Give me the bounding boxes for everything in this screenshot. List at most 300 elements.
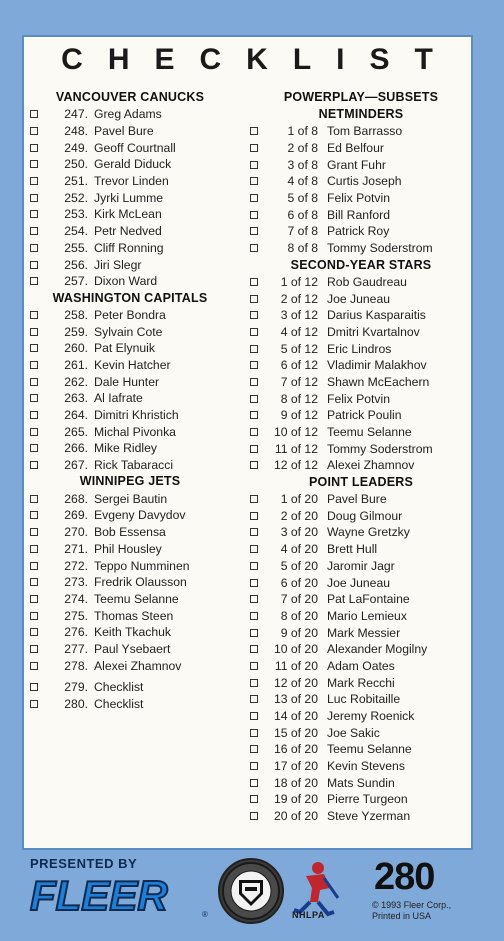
card-number-label: 273. [64,575,88,590]
player-name: Luc Robitaille [327,692,401,707]
player-name: Kirk McLean [94,207,162,222]
card-number-label: 4 of 8 [287,174,318,189]
checkbox-icon[interactable] [30,110,38,118]
card-number-label: 11 of 20 [274,658,318,673]
player-name: Sergei Bautin [94,491,168,506]
checkbox-icon[interactable] [250,428,258,436]
checklist-item [30,423,230,440]
player-name: Jaromir Jagr [327,558,395,573]
checklist-item [30,507,230,524]
card-number-label: 268. [64,491,88,506]
checkbox-icon[interactable] [250,227,258,235]
card-number-label: 7 of 20 [280,592,318,607]
player-name: Tommy Soderstrom [327,241,433,256]
checklist-item [250,206,472,223]
card-number-label: 279. [64,680,88,695]
checkbox-icon[interactable] [30,244,38,252]
card-number-label: 272. [64,558,88,573]
section-header: POINT LEADERS [309,474,413,489]
player-name: Brett Hull [327,542,378,557]
card-number-label: 11 of 12 [274,441,318,456]
left-column [30,89,230,712]
card-number-label: 2 of 20 [280,508,318,523]
checklist-item [30,607,230,624]
checklist-item [30,139,230,156]
checklist-item [250,641,472,658]
card-number-label: 19 of 20 [273,792,318,807]
player-name: Mats Sundin [327,775,395,790]
player-name: Patrick Poulin [327,408,402,423]
player-name: Pat LaFontaine [327,592,410,607]
copyright-line-1: © 1993 Fleer Corp., [372,900,452,910]
checklist-item [250,724,472,741]
card-number-label: 277. [64,641,88,656]
checklist-item [30,624,230,641]
checklist-item [250,691,472,708]
checkbox-icon[interactable] [30,361,38,369]
card-number-label: 252. [64,190,88,205]
checkbox-icon[interactable] [30,595,38,603]
player-name: Peter Bondra [94,307,166,322]
player-name: Phil Housley [94,541,162,556]
player-name: Ed Belfour [327,141,384,156]
checkbox-icon[interactable] [250,795,258,803]
player-name: Dmitri Kvartalnov [327,324,420,339]
checkbox-icon[interactable] [250,378,258,386]
player-name: Grant Fuhr [327,157,386,172]
card-number-label: 18 of 20 [273,775,318,790]
checkbox-icon[interactable] [30,700,38,708]
checkbox-icon[interactable] [30,428,38,436]
card-number-label: 5 of 8 [287,191,318,206]
player-name: Joe Sakic [327,725,380,740]
card-number-label: 5 of 12 [280,341,318,356]
player-name: Pavel Bure [327,492,387,507]
player-name: Kevin Hatcher [94,357,171,372]
player-name: Patrick Roy [327,224,390,239]
checkbox-icon[interactable] [30,394,38,402]
checklist-item [30,156,230,173]
checkbox-icon[interactable] [250,729,258,737]
card-number-label: 249. [64,140,88,155]
card-number-label: 255. [64,240,88,255]
card-number-label: 9 of 20 [280,625,318,640]
checkbox-icon[interactable] [250,612,258,620]
checklist-item [250,307,472,324]
player-name: Rick Tabaracci [94,458,174,473]
card-number: 280 [374,856,435,898]
player-name: Kevin Stevens [327,759,405,774]
player-name: Eric Lindros [327,341,392,356]
card-number-label: 265. [64,424,88,439]
checkbox-icon[interactable] [250,461,258,469]
card-number-label: 6 of 12 [280,358,318,373]
card-number-label: 263. [64,391,88,406]
checkbox-icon[interactable] [30,411,38,419]
card-number-label: 6 of 8 [287,207,318,222]
card-number-label: 275. [64,608,88,623]
card-number-label: 280. [64,697,88,712]
player-name: Fredrik Olausson [94,575,187,590]
player-name: Trevor Linden [94,174,169,189]
checklist-item [250,708,472,725]
checklist-item [250,808,472,825]
checkbox-icon[interactable] [30,444,38,452]
checkbox-icon[interactable] [30,628,38,636]
checkbox-icon[interactable] [30,545,38,553]
checklist-title: CHECKLIST [61,43,458,76]
checkbox-icon[interactable] [250,244,258,252]
checklist-item [250,424,472,441]
checklist-item [30,106,230,123]
player-name: Mark Recchi [327,675,395,690]
card-number-label: 7 of 12 [280,374,318,389]
checklist-item [30,679,230,696]
card-number-label: 271. [64,541,88,556]
checklist-item [30,541,230,558]
checklist-item [250,340,472,357]
player-name: Teppo Numminen [94,558,190,573]
player-name: Pierre Turgeon [327,792,408,807]
checkbox-icon[interactable] [30,645,38,653]
copyright-text [372,900,451,922]
card-number-label: 251. [64,174,88,189]
checklist-item [250,658,472,675]
fleer-logo [26,872,206,918]
card-number-label: 257. [64,274,88,289]
checkbox-icon[interactable] [250,278,258,286]
card-number-label: 8 of 8 [287,241,318,256]
player-name: Tommy Soderstrom [327,441,433,456]
checkbox-icon[interactable] [250,445,258,453]
checklist-item [30,357,230,374]
checkbox-icon[interactable] [30,160,38,168]
card-number-label: 261. [64,357,88,372]
player-name: Alexei Zhamnov [94,658,182,673]
checklist-item [250,541,472,558]
checkbox-icon[interactable] [250,595,258,603]
section-header: VANCOUVER CANUCKS [55,90,205,104]
card-number-label: 4 of 20 [280,542,318,557]
checklist-item [30,641,230,658]
card-number-label: 260. [64,341,88,356]
player-name: Alexander Mogilny [327,642,428,657]
player-name: Wayne Gretzky [327,525,410,540]
player-name: Joe Juneau [327,291,391,306]
checkbox-icon[interactable] [30,127,38,135]
presented-by-label: PRESENTED BY [30,856,138,871]
card-footer [22,852,482,932]
card-number-label: 12 of 12 [273,458,318,473]
trademark-mark: ® [202,910,208,919]
checklist-item [250,507,472,524]
copyright-line-2: Printed in USA [372,911,432,921]
card-number-label: 10 of 20 [273,642,318,657]
checkbox-icon[interactable] [250,695,258,703]
checkbox-icon[interactable] [250,629,258,637]
player-name: Pat Elynuik [94,341,155,356]
checkbox-icon[interactable] [30,277,38,285]
checklist-item [30,173,230,190]
checkbox-icon[interactable] [250,495,258,503]
player-name: Tom Barrasso [327,124,403,139]
checklist-item [250,791,472,808]
checklist-item [250,290,472,307]
checkbox-icon[interactable] [250,812,258,820]
checklist-item [250,774,472,791]
card-number-label: 253. [64,207,88,222]
checklist-item [30,273,230,290]
player-name: Joe Juneau [327,575,391,590]
checklist-item [250,407,472,424]
player-name: Felix Potvin [327,191,390,206]
checklist-item [250,457,472,474]
checklist-item [250,608,472,625]
checklist-item [250,357,472,374]
player-name: Jeremy Roenick [327,709,415,724]
checkbox-icon[interactable] [250,579,258,587]
player-name: Jiri Slegr [94,257,142,272]
checklist-item [250,390,472,407]
section-header: NETMINDERS [318,107,404,121]
checklist-item [250,240,472,257]
checkbox-icon[interactable] [250,411,258,419]
checklist-item [30,307,230,324]
card-number-label: 13 of 20 [273,692,318,707]
checkbox-icon[interactable] [250,562,258,570]
checklist-item [30,206,230,223]
checklist-item [30,223,230,240]
checklist-item [250,674,472,691]
checklist-item [30,591,230,608]
checkbox-icon[interactable] [30,261,38,269]
player-name: Curtis Joseph [327,174,402,189]
checkbox-icon[interactable] [250,645,258,653]
card-number-label: 247. [64,107,88,122]
checklist-item [30,407,230,424]
card-number-label: 256. [64,257,88,272]
checkbox-icon[interactable] [250,679,258,687]
card-number-label: 3 of 20 [280,525,318,540]
checkbox-icon[interactable] [250,779,258,787]
checklist-item [30,373,230,390]
player-name: Al Iafrate [94,391,143,406]
player-name: Mike Ridley [94,441,157,456]
card-number-label: 4 of 12 [280,324,318,339]
section-header: POWERPLAY—SUBSETS [283,90,439,104]
player-name: Pavel Bure [94,124,154,139]
card-number-label: 3 of 12 [280,308,318,323]
checkbox-icon[interactable] [250,311,258,319]
player-name: Sylvain Cote [94,324,163,339]
player-name: Mark Messier [327,625,401,640]
card-number-label: 2 of 8 [287,141,318,156]
checkbox-icon[interactable] [30,511,38,519]
player-name: Dimitri Khristich [94,408,179,423]
checkbox-icon[interactable] [250,295,258,303]
player-name: Doug Gilmour [327,508,403,523]
card-number-label: 12 of 20 [273,675,318,690]
player-name: Shawn McEachern [327,374,430,389]
checkbox-icon[interactable] [30,495,38,503]
checklist-item [30,557,230,574]
checkbox-icon[interactable] [30,612,38,620]
checkbox-icon[interactable] [30,194,38,202]
card-number-label: 1 of 8 [287,124,318,139]
checkbox-icon[interactable] [30,311,38,319]
player-name: Paul Ysebaert [94,641,171,656]
right-column [250,89,472,825]
card-number-label: 276. [64,625,88,640]
checkbox-icon[interactable] [250,161,258,169]
card-number-label: 250. [64,157,88,172]
card-number-label: 269. [64,508,88,523]
card-number-label: 8 of 20 [280,608,318,623]
card-number-label: 15 of 20 [273,725,318,740]
checklist-item [30,256,230,273]
player-name: Gerald Diduck [94,157,172,172]
checkbox-icon[interactable] [30,378,38,386]
checklist-item [30,696,230,713]
player-name: Felix Potvin [327,391,390,406]
player-name: Dixon Ward [94,274,158,289]
player-name: Checklist [94,697,144,712]
card-number-label: 14 of 20 [273,709,318,724]
player-name: Cliff Ronning [94,240,164,255]
checkbox-icon[interactable] [250,528,258,536]
checkbox-icon[interactable] [250,177,258,185]
checklist-item [250,558,472,575]
player-name: Petr Nedved [94,224,162,239]
checkbox-icon[interactable] [30,210,38,218]
player-name: Evgeny Davydov [94,508,186,523]
checkbox-icon[interactable] [30,562,38,570]
player-name: Darius Kasparaitis [327,308,426,323]
checklist-item [250,574,472,591]
fleer-logo-text: FLEER [30,872,168,918]
nhl-shield-icon [218,858,284,924]
checklist-item [250,374,472,391]
player-name: Alexei Zhamnov [327,458,415,473]
checklist-item [30,340,230,357]
card-number-label: 258. [64,307,88,322]
checklist-item [250,123,472,140]
checkbox-icon[interactable] [30,461,38,469]
player-name: Keith Tkachuk [94,625,172,640]
nhlpa-label: NHLPA [292,910,325,920]
player-name: Jyrki Lumme [94,190,164,205]
checkbox-icon[interactable] [250,662,258,670]
card-number-label: 1 of 12 [280,274,318,289]
card-number-label: 259. [64,324,88,339]
checklist-item [250,190,472,207]
card-number-label: 248. [64,124,88,139]
checklist-item [250,324,472,341]
checklist-item [250,140,472,157]
checklist-item [250,491,472,508]
checklist-item [30,457,230,474]
player-name: Thomas Steen [94,608,174,623]
player-name: Geoff Courtnall [94,140,176,155]
checkbox-icon[interactable] [30,683,38,691]
card-number-label: 264. [64,408,88,423]
checklist-item [30,323,230,340]
checklist-item [30,390,230,407]
player-name: Teemu Selanne [327,742,412,757]
player-name: Dale Hunter [94,374,160,389]
checklist-item [250,274,472,291]
checklist-item [250,440,472,457]
card-number-label: 6 of 20 [280,575,318,590]
checkbox-icon[interactable] [250,144,258,152]
card-number-label: 7 of 8 [287,224,318,239]
player-name: Adam Oates [327,658,395,673]
checklist-item [30,240,230,257]
card-number-label: 5 of 20 [280,558,318,573]
card-number-label: 254. [64,224,88,239]
section-header: SECOND-YEAR STARS [290,257,432,272]
checkbox-icon[interactable] [250,545,258,553]
checkbox-icon[interactable] [30,578,38,586]
card-number-label: 267. [64,458,88,473]
checkbox-icon[interactable] [30,177,38,185]
card-number-label: 1 of 20 [280,492,318,507]
checklist-item [30,574,230,591]
card-number-label: 8 of 12 [280,391,318,406]
player-name: Michal Pivonka [94,424,176,439]
card-number-label: 16 of 20 [273,742,318,757]
player-name: Mario Lemieux [327,608,407,623]
checkbox-icon[interactable] [250,328,258,336]
checkbox-icon[interactable] [250,712,258,720]
checkbox-icon[interactable] [250,512,258,520]
checklist-item [250,173,472,190]
player-name: Teemu Selanne [94,591,179,606]
card-number-label: 9 of 12 [280,408,318,423]
checklist-item [250,758,472,775]
checkbox-icon[interactable] [250,211,258,219]
checkbox-icon[interactable] [250,127,258,135]
card-number-label: 3 of 8 [287,157,318,172]
player-name: Rob Gaudreau [327,274,407,289]
checkbox-icon[interactable] [30,662,38,670]
player-name: Bill Ranford [327,207,390,222]
checkbox-icon[interactable] [30,328,38,336]
checkbox-icon[interactable] [250,762,258,770]
checklist-item [30,123,230,140]
player-name: Steve Yzerman [327,809,411,824]
player-name: Vladimir Malakhov [327,358,427,373]
card-number-label: 20 of 20 [273,809,318,824]
checklist-item [250,591,472,608]
checkbox-icon[interactable] [250,395,258,403]
checklist-item [250,156,472,173]
card-number-label: 274. [64,591,88,606]
checkbox-icon[interactable] [30,227,38,235]
checkbox-icon[interactable] [30,144,38,152]
checklist-item [30,524,230,541]
checkbox-icon[interactable] [250,194,258,202]
checkbox-icon[interactable] [30,344,38,352]
checkbox-icon[interactable] [250,361,258,369]
checklist-item [250,624,472,641]
card-number-label: 278. [64,658,88,673]
checkbox-icon[interactable] [30,528,38,536]
checkbox-icon[interactable] [250,345,258,353]
card-number-label: 17 of 20 [273,759,318,774]
checklist-item [30,490,230,507]
checkbox-icon[interactable] [250,745,258,753]
